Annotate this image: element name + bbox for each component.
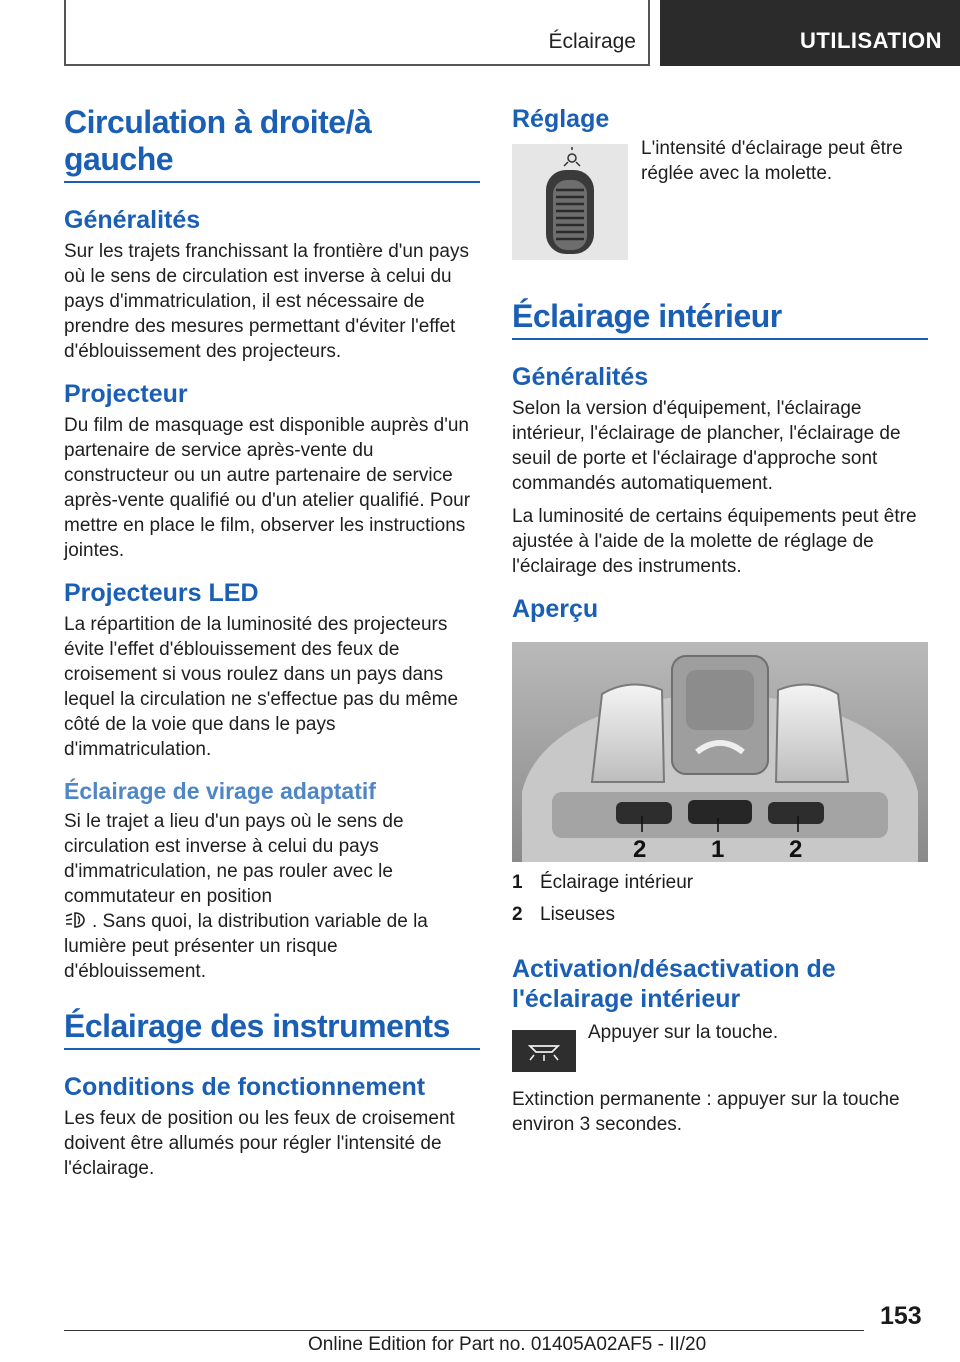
legend-number: 2 [512,904,523,925]
heading-virage-adaptatif: Éclairage de virage adaptatif [64,778,376,804]
heading-circulation: Circulation à droite/à gauche [64,104,480,183]
paragraph-projecteurs-led: La répartition de la luminosité des projecteurs évite l'effet d'éblouissement des feux de croisement si vous roulez dans un pays dans lequel la circulation ne s'effectue pas du même côté de la voie que dans le pays d'immatriculation. [64,614,459,760]
paragraph-virage-part-b: . Sans quoi, la distribution variable de la lumière peut présenter un risque d'éblouissement. [64,911,428,982]
paragraph-extinction: Extinction permanente : appuyer sur la touche environ 3 secondes. [512,1089,900,1135]
interior-light-button-image [512,1030,576,1072]
header-chapter-title: UTILISATION [800,28,942,53]
paragraph-generalites-interieur-a: Selon la version d'équipement, l'éclairage intérieur, l'éclairage de plancher, l'éclairage de seuil de porte et l'éclairage d'approche sont commandés automatiquement. [512,398,901,494]
heading-projecteur: Projecteur [64,380,188,408]
footer-divider [64,1330,864,1331]
photo-label-center: 1 [711,836,725,863]
legend-text: Éclairage intérieur [540,872,694,893]
heading-eclairage-interieur: Éclairage intérieur [512,298,928,340]
headlight-switch-icon [64,910,86,930]
photo-label-left: 2 [633,836,647,863]
dimmer-wheel-image [512,144,628,260]
heading-generalites-interieur: Généralités [512,363,649,391]
header-section-title: Éclairage [548,30,636,53]
paragraph-generalites: Sur les trajets franchissant la frontière d'un pays où le sens de circulation est inverse à celui du pays d'immatriculation, il est nécessaire de prendre des mesures permettant d'éviter l'effet d'éblouissement des projecteurs. [64,241,469,362]
right-column [512,104,928,1137]
paragraph-conditions: Les feux de position ou les feux de croisement doivent être allumés pour régler l'intensité de l'éclairage. [64,1108,455,1179]
heading-activation: Activation/désactivation de l'éclairage intérieur [512,955,836,1013]
header-section-box [64,0,650,66]
heading-projecteurs-led: Projecteurs LED [64,579,259,607]
legend-number: 1 [512,872,523,893]
heading-conditions: Conditions de fonctionnement [64,1073,426,1101]
legend-text: Liseuses [540,904,615,925]
paragraph-virage-adaptatif [64,809,480,984]
interior-light-console-photo [512,642,928,862]
paragraph-generalites-interieur-b: La luminosité de certains équipements peut être ajustée à l'aide de la molette de réglage de l'éclairage des instruments. [512,506,917,577]
photo-label-right: 2 [789,836,803,863]
paragraph-reglage: L'intensité d'éclairage peut être réglée avec la molette. [641,138,903,184]
legend-item [512,904,928,926]
heading-generalites: Généralités [64,206,201,234]
heading-apercu: Aperçu [512,595,599,623]
legend-item [512,872,928,894]
paragraph-activation: Appuyer sur la touche. [588,1022,779,1043]
paragraph-virage-part-a: Si le trajet a lieu d'un pays où le sens de circulation est inverse à celui du pays d'immatriculation, ne pas rouler avec le commutateur en position [64,811,404,907]
paragraph-projecteur: Du film de masquage est disponible auprès d'un partenaire de service après-vente du constructeur ou un autre partenaire de service après-vente qualifié ou d'un atelier qualifié. Pour mettre en place le film, observer les instructions jointes. [64,415,471,561]
footer-edition: Online Edition for Part no. 01405A02AF5 - II/20 [308,1334,707,1355]
heading-reglage: Réglage [512,105,610,133]
page-number: 153 [880,1302,922,1330]
left-column [64,104,480,1181]
heading-eclairage-instruments: Éclairage des instruments [64,1008,480,1050]
header-chapter-box [660,0,960,66]
